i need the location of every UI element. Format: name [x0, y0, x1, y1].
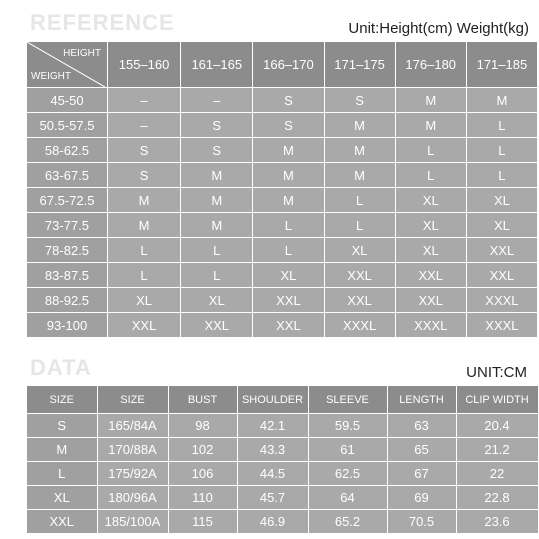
measurement-cell: 42.1 — [237, 414, 308, 438]
size-cell: XL — [107, 288, 180, 313]
height-column-header: 161–165 — [181, 42, 253, 88]
size-cell: XXL — [466, 263, 537, 288]
size-cell: XXL — [253, 288, 324, 313]
measurement-cell: 70.5 — [387, 510, 456, 534]
size-reference-table — [27, 42, 538, 337]
size-cell: – — [181, 88, 253, 113]
size-cell: XXXL — [395, 313, 466, 338]
measurement-cell: 185/100A — [97, 510, 168, 534]
data-header-row — [27, 386, 538, 414]
size-cell: XL — [395, 238, 466, 263]
measurement-cell: 65.2 — [308, 510, 387, 534]
size-cell: M — [181, 188, 253, 213]
measurement-row — [27, 414, 538, 438]
size-cell: XL — [181, 288, 253, 313]
data-column-header: SIZE — [97, 386, 168, 414]
corner-weight-label: WEIGHT — [31, 71, 71, 82]
reference-row — [27, 113, 538, 138]
measurement-cell: 45.7 — [237, 486, 308, 510]
measurement-cell: 64 — [308, 486, 387, 510]
size-cell: M — [181, 163, 253, 188]
measurement-cell: 59.5 — [308, 414, 387, 438]
measurement-cell: 20.4 — [456, 414, 538, 438]
size-cell: M — [324, 138, 395, 163]
size-cell: M — [466, 88, 537, 113]
height-column-header: 171–185 — [466, 42, 537, 88]
reference-row — [27, 163, 538, 188]
size-cell: L — [466, 163, 537, 188]
size-cell: L — [324, 188, 395, 213]
size-cell: M — [324, 163, 395, 188]
data-column-header: LENGTH — [387, 386, 456, 414]
size-cell: XXL — [253, 313, 324, 338]
size-cell: M — [395, 113, 466, 138]
weight-range-cell: 67.5-72.5 — [27, 188, 107, 213]
data-unit-label: UNIT:CM — [466, 364, 527, 381]
reference-row — [27, 188, 538, 213]
weight-range-cell: 83-87.5 — [27, 263, 107, 288]
size-cell: XXXL — [466, 288, 537, 313]
measurement-cell: 62.5 — [308, 462, 387, 486]
reference-row — [27, 213, 538, 238]
weight-range-cell: 78-82.5 — [27, 238, 107, 263]
size-cell: XXL — [107, 313, 180, 338]
size-cell: XXXL — [466, 313, 537, 338]
reference-row — [27, 263, 538, 288]
reference-unit-label: Unit:Height(cm) Weight(kg) — [348, 20, 529, 37]
size-cell: S — [107, 138, 180, 163]
weight-range-cell: 50.5-57.5 — [27, 113, 107, 138]
reference-header-row — [27, 42, 538, 88]
reference-row — [27, 313, 538, 338]
weight-range-cell: 88-92.5 — [27, 288, 107, 313]
measurement-row — [27, 510, 538, 534]
size-cell: S — [253, 88, 324, 113]
size-label-cell: XXL — [27, 510, 97, 534]
size-cell: L — [466, 113, 537, 138]
size-cell: L — [395, 138, 466, 163]
measurement-cell: 170/88A — [97, 438, 168, 462]
reference-row — [27, 88, 538, 113]
measurement-cell: 61 — [308, 438, 387, 462]
size-cell: S — [107, 163, 180, 188]
measurement-cell: 46.9 — [237, 510, 308, 534]
size-cell: XXL — [395, 263, 466, 288]
measurement-cell: 21.2 — [456, 438, 538, 462]
measurement-cell: 63 — [387, 414, 456, 438]
size-cell: M — [107, 188, 180, 213]
reference-corner-cell — [27, 42, 107, 88]
reference-row — [27, 138, 538, 163]
size-cell: XXXL — [324, 313, 395, 338]
size-cell: L — [253, 238, 324, 263]
weight-range-cell: 58-62.5 — [27, 138, 107, 163]
size-cell: M — [395, 88, 466, 113]
size-cell: XL — [324, 238, 395, 263]
measurement-cell: 110 — [168, 486, 237, 510]
size-cell: XXL — [395, 288, 466, 313]
data-heading: DATA — [30, 355, 92, 380]
size-cell: XL — [466, 188, 537, 213]
weight-range-cell: 63-67.5 — [27, 163, 107, 188]
data-column-header: SLEEVE — [308, 386, 387, 414]
measurement-row — [27, 438, 538, 462]
size-cell: S — [181, 138, 253, 163]
height-column-header: 176–180 — [395, 42, 466, 88]
data-column-header: CLIP WIDTH — [456, 386, 538, 414]
size-cell: L — [253, 213, 324, 238]
measurement-cell: 165/84A — [97, 414, 168, 438]
size-label-cell: M — [27, 438, 97, 462]
measurement-cell: 67 — [387, 462, 456, 486]
reference-row — [27, 288, 538, 313]
measurement-cell: 175/92A — [97, 462, 168, 486]
measurement-cell: 69 — [387, 486, 456, 510]
measurement-cell: 22.8 — [456, 486, 538, 510]
size-cell: XL — [253, 263, 324, 288]
measurement-cell: 102 — [168, 438, 237, 462]
size-cell: L — [395, 163, 466, 188]
garment-measurement-table — [27, 386, 539, 533]
size-cell: XXL — [324, 263, 395, 288]
size-cell: M — [107, 213, 180, 238]
weight-range-cell: 93-100 — [27, 313, 107, 338]
measurement-cell: 23.6 — [456, 510, 538, 534]
data-column-header: BUST — [168, 386, 237, 414]
size-cell: M — [181, 213, 253, 238]
size-label-cell: L — [27, 462, 97, 486]
size-cell: L — [466, 138, 537, 163]
size-cell: L — [107, 263, 180, 288]
size-cell: XXL — [466, 238, 537, 263]
size-cell: S — [181, 113, 253, 138]
measurement-cell: 115 — [168, 510, 237, 534]
size-cell: L — [181, 238, 253, 263]
size-cell: L — [324, 213, 395, 238]
reference-heading: REFERENCE — [30, 10, 175, 35]
size-cell: M — [253, 163, 324, 188]
size-cell: M — [253, 138, 324, 163]
size-cell: XL — [395, 188, 466, 213]
reference-row — [27, 238, 538, 263]
corner-height-label: HEIGHT — [63, 48, 101, 59]
size-cell: XL — [466, 213, 537, 238]
size-cell: – — [107, 88, 180, 113]
size-cell: S — [253, 113, 324, 138]
measurement-cell: 98 — [168, 414, 237, 438]
size-cell: L — [107, 238, 180, 263]
measurement-row — [27, 462, 538, 486]
measurement-cell: 22 — [456, 462, 538, 486]
measurement-row — [27, 486, 538, 510]
size-cell: L — [181, 263, 253, 288]
size-cell: – — [107, 113, 180, 138]
weight-range-cell: 73-77.5 — [27, 213, 107, 238]
size-cell: S — [324, 88, 395, 113]
height-column-header: 171–175 — [324, 42, 395, 88]
data-column-header: SHOULDER — [237, 386, 308, 414]
measurement-cell: 106 — [168, 462, 237, 486]
size-label-cell: S — [27, 414, 97, 438]
size-cell: XL — [395, 213, 466, 238]
measurement-cell: 65 — [387, 438, 456, 462]
size-cell: M — [324, 113, 395, 138]
size-label-cell: XL — [27, 486, 97, 510]
size-cell: XXL — [181, 313, 253, 338]
height-column-header: 166–170 — [253, 42, 324, 88]
measurement-cell: 44.5 — [237, 462, 308, 486]
measurement-cell: 43.3 — [237, 438, 308, 462]
weight-range-cell: 45-50 — [27, 88, 107, 113]
size-cell: M — [253, 188, 324, 213]
height-column-header: 155–160 — [107, 42, 180, 88]
size-cell: XXL — [324, 288, 395, 313]
data-column-header: SIZE — [27, 386, 97, 414]
measurement-cell: 180/96A — [97, 486, 168, 510]
